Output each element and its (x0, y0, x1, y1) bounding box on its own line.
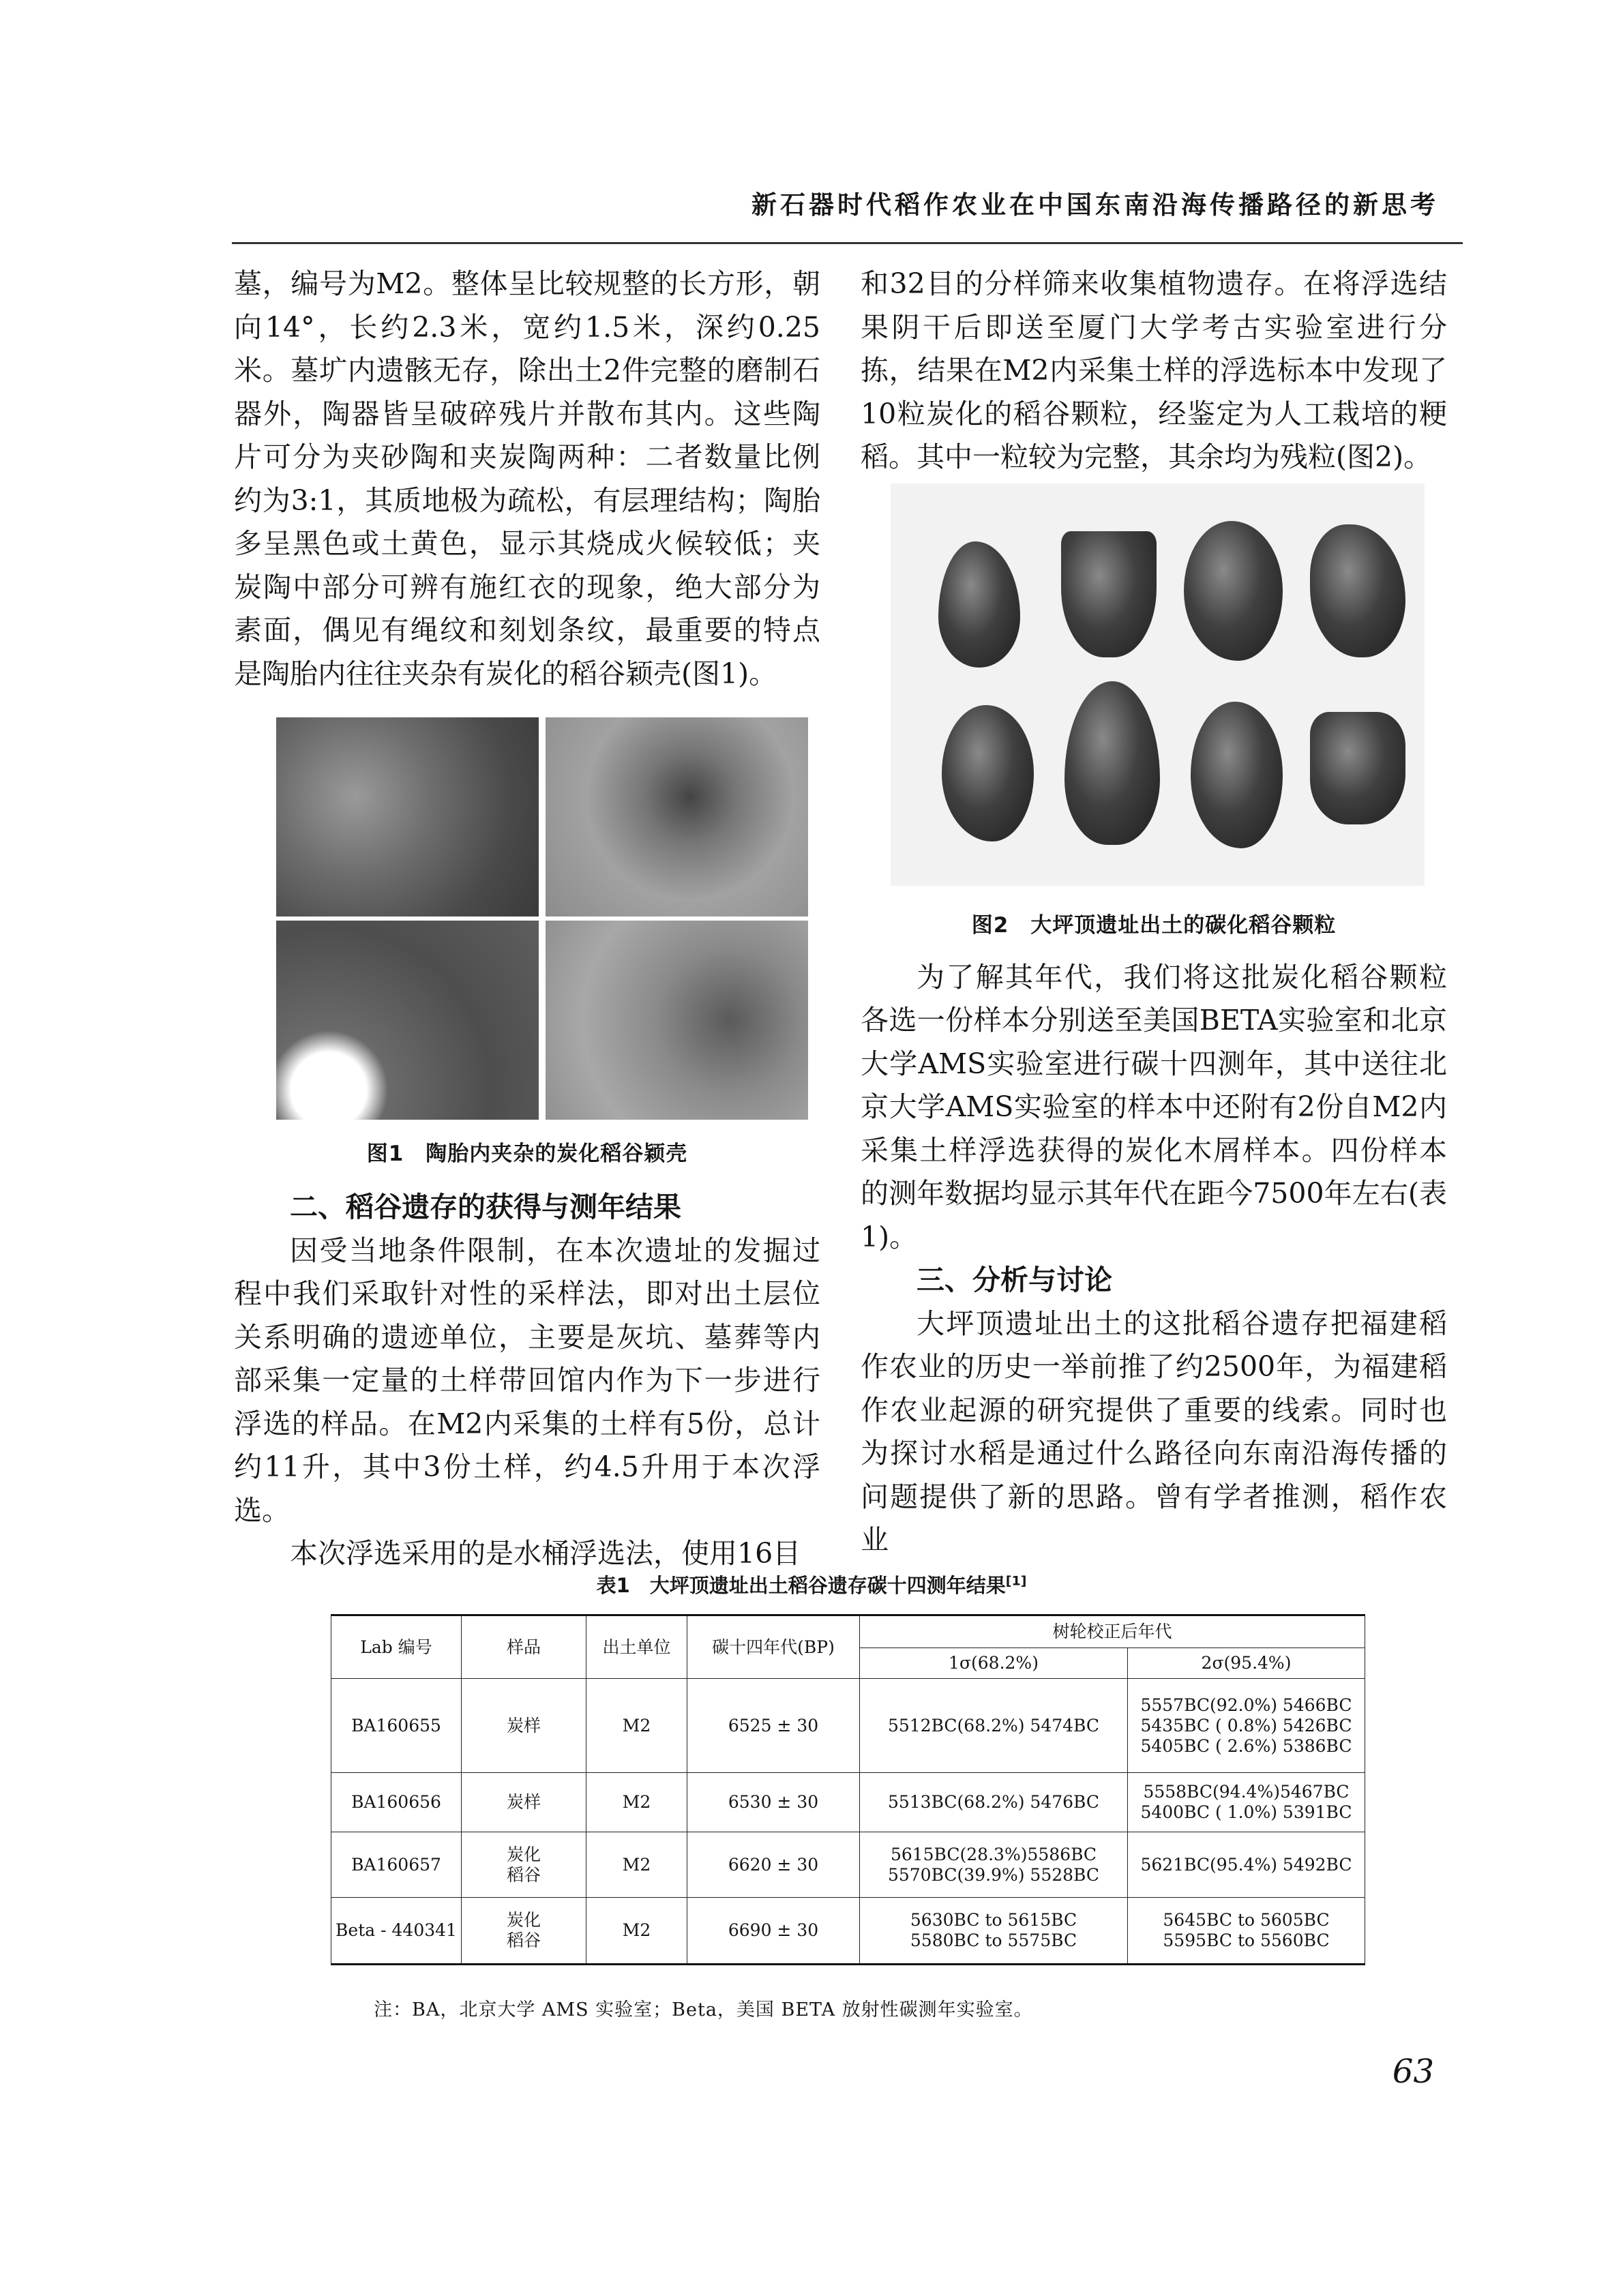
header-sigma1: 1σ(68.2%) (860, 1648, 1128, 1679)
table-row (331, 1898, 1365, 1965)
left-column (234, 263, 820, 1576)
cell-sigma1 (860, 1898, 1128, 1965)
cell-unit: M2 (586, 1679, 687, 1773)
right-paragraph-3: 大坪顶遗址出土的这批稻谷遗存把福建稻作农业的历史一举前推了约2500年，为福建稻作农业起源的研究提供了重要的线索。同时也为探讨水稻是通过什么路径向东南沿海传播的问题提供了新的思路。曾有学者推测，稻作农业 (861, 1307, 1447, 1556)
figure-1-panel-2 (546, 717, 808, 916)
header-lab: Lab 编号 (331, 1615, 462, 1679)
cell-sample (462, 1832, 586, 1898)
header-unit: 出土单位 (586, 1615, 687, 1679)
cell-lab: BA160657 (331, 1832, 462, 1898)
header-calibrated: 树轮校正后年代 (860, 1615, 1365, 1648)
cell-sigma2 (1128, 1773, 1365, 1832)
table-1-title-text: 表1 大坪顶遗址出土稻谷遗存碳十四测年结果 (596, 1574, 1006, 1597)
figure-1-panel-4 (546, 921, 808, 1120)
cell-c14: 6620 ± 30 (687, 1832, 860, 1898)
sigma1-line: 5630BC to 5615BC (910, 1910, 1077, 1930)
sample-line: 稻谷 (506, 1864, 541, 1885)
figure-1 (276, 717, 808, 1120)
sigma1-line: 5615BC(28.3%)5586BC (890, 1844, 1097, 1864)
sigma2-line: 5400BC ( 1.0%) 5391BC (1140, 1802, 1352, 1822)
rice-grain-5 (942, 705, 1034, 841)
cell-lab: Beta - 440341 (331, 1898, 462, 1965)
rice-grain-2 (1061, 531, 1157, 657)
rice-grain-3 (1184, 521, 1283, 661)
cell-c14: 6530 ± 30 (687, 1773, 860, 1832)
cell-sample: 炭样 (462, 1773, 586, 1832)
sigma1-line: 5512BC(68.2%) 5474BC (887, 1715, 1100, 1735)
rice-grain-1 (938, 541, 1020, 668)
table-1-title (232, 1570, 1391, 1598)
left-paragraph-1: 墓，编号为M2。整体呈比较规整的长方形，朝向14°，长约2.3米，宽约1.5米，深约0.25米。墓圹内遗骸无存，除出土2件完整的磨制石器外，陶器皆呈破碎残片并散布其内。这些陶片可分为夹砂陶和夹炭陶两种：二者数量比例约为3:1，其质地极为疏松，有层理结构；陶胎多呈黑色或土黄色，显示其烧成火候较低；夹炭陶中部分可辨有施红衣的现象，绝大部分为素面，偶见有绳纹和刻划条纹，最重要的特点是陶胎内往往夹杂有炭化的稻谷颖壳(图1)。 (234, 267, 820, 690)
cell-sigma1 (860, 1773, 1128, 1832)
table-row (331, 1679, 1365, 1773)
dating-results-table (331, 1614, 1365, 1965)
header-c14: 碳十四年代(BP) (687, 1615, 860, 1679)
cell-unit: M2 (586, 1898, 687, 1965)
figure-1-panel-3 (276, 921, 539, 1120)
sigma1-line: 5580BC to 5575BC (910, 1930, 1077, 1950)
cell-lab: BA160655 (331, 1679, 462, 1773)
sigma1-line: 5570BC(39.9%) 5528BC (887, 1864, 1100, 1885)
sample-line: 稻谷 (506, 1930, 541, 1950)
rice-grain-7 (1191, 702, 1283, 848)
right-paragraph-1: 和32目的分样筛来收集植物遗存。在将浮选结果阴干后即送至厦门大学考古实验室进行分拣，结果在M2内采集土样的浮选标本中发现了10粒炭化的稻谷颗粒，经鉴定为人工栽培的粳稻。其中一粒较为完整，其余均为残粒(图2)。 (861, 267, 1447, 473)
figure-1-panel-1 (276, 717, 539, 916)
sigma2-line: 5405BC ( 2.6%) 5386BC (1140, 1735, 1352, 1756)
cell-sigma2 (1128, 1832, 1365, 1898)
sigma2-line: 5558BC(94.4%)5467BC (1143, 1782, 1350, 1802)
section-3-title: 三、分析与讨论 (917, 1264, 1112, 1296)
rice-grain-4 (1310, 524, 1405, 657)
sigma2-line: 5621BC(95.4%) 5492BC (1140, 1854, 1352, 1875)
rice-grain-6 (1064, 681, 1160, 845)
header-rule (232, 242, 1463, 244)
cell-unit: M2 (586, 1832, 687, 1898)
section-2-title: 二、稻谷遗存的获得与测年结果 (290, 1191, 681, 1223)
rice-grain-8 (1310, 712, 1405, 824)
figure-1-caption: 图1 陶胎内夹杂的炭化稻谷颖壳 (366, 1142, 688, 1166)
figure-2-caption: 图2 大坪顶遗址出土的碳化稻谷颗粒 (971, 912, 1337, 938)
table-header-row-1 (331, 1615, 1365, 1648)
header-sigma2: 2σ(95.4%) (1128, 1648, 1365, 1679)
table-1-title-ref: [1] (1005, 1573, 1027, 1589)
cell-lab: BA160656 (331, 1773, 462, 1832)
cell-sigma1 (860, 1679, 1128, 1773)
table-note: 注：BA，北京大学 AMS 实验室；Beta，美国 BETA 放射性碳测年实验室。 (374, 1999, 1033, 2021)
right-paragraph-2: 为了解其年代，我们将这批炭化稻谷颗粒各选一份样本分别送至美国BETA实验室和北京大学AMS实验室进行碳十四测年，其中送往北京大学AMS实验室的样本中还附有2份自M2内采集土样浮选获得的炭化木屑样本。四份样本的测年数据均显示其年代在距今7500年左右(表1)。 (861, 960, 1447, 1253)
cell-sigma2 (1128, 1898, 1365, 1965)
table-row (331, 1773, 1365, 1832)
sample-line: 炭化 (506, 1844, 541, 1864)
sample-line: 炭化 (506, 1910, 541, 1930)
left-paragraph-2: 因受当地条件限制，在本次遗址的发掘过程中我们采取针对性的采样法，即对出土层位关系明确的遗迹单位，主要是灰坑、墓葬等内部采集一定量的土样带回馆内作为下一步进行浮选的样品。在M2内采集的土样有5份，总计约11升，其中3份土样，约4.5升用于本次浮选。 (234, 1234, 820, 1527)
sigma2-line: 5557BC(92.0%) 5466BC (1140, 1695, 1352, 1715)
figure-2 (891, 483, 1425, 886)
cell-sample: 炭样 (462, 1679, 586, 1773)
cell-sample (462, 1898, 586, 1965)
cell-sigma1 (860, 1832, 1128, 1898)
running-head: 新石器时代稻作农业在中国东南沿海传播路径的新思考 (751, 190, 1439, 220)
header-sample: 样品 (462, 1615, 586, 1679)
page-number: 63 (1392, 2053, 1434, 2091)
cell-sigma2 (1128, 1679, 1365, 1773)
table-row (331, 1832, 1365, 1898)
cell-c14: 6525 ± 30 (687, 1679, 860, 1773)
cell-unit: M2 (586, 1773, 687, 1832)
right-column (861, 263, 1447, 1562)
cell-c14: 6690 ± 30 (687, 1898, 860, 1965)
sigma2-line: 5435BC ( 0.8%) 5426BC (1140, 1715, 1352, 1735)
sigma2-line: 5645BC to 5605BC (1163, 1910, 1330, 1930)
sigma1-line: 5513BC(68.2%) 5476BC (887, 1792, 1100, 1812)
sigma2-line: 5595BC to 5560BC (1163, 1930, 1330, 1950)
left-paragraph-3: 本次浮选采用的是水桶浮选法，使用16目 (290, 1537, 801, 1570)
